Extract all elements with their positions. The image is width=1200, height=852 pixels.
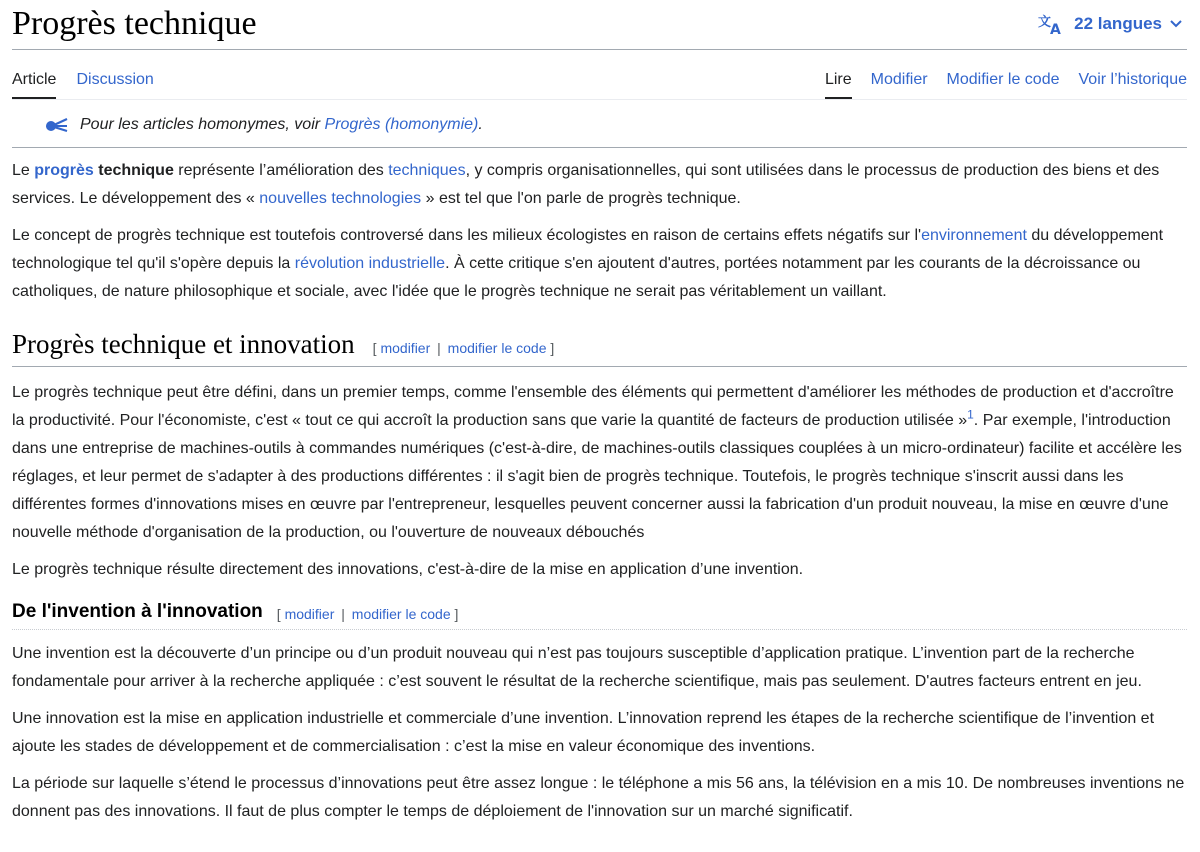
divider — [12, 147, 1187, 148]
section1-paragraph-2: Le progrès technique résulte directement des innovations, c'est-à-dire de la mise en application d’une invention. — [12, 561, 804, 578]
intro-paragraph-2 — [12, 222, 1187, 306]
edit-section-links — [277, 599, 459, 629]
text: , y compris organisationnelles, qui sont utilisées dans le processus de production des biens et des services. Le développement des « — [12, 162, 1160, 207]
edit-section-button[interactable]: modifier — [380, 340, 431, 356]
text: . À cette critique s'en ajoutent d'autres, portées notamment par les courants de la décroissance ou catholiques, de nature philosophique et sociale, avec l'idée que le progrès technique ne serait pas véritablement un vaillant. — [12, 255, 1141, 300]
separator: | — [437, 340, 441, 356]
text: Le progrès technique peut être défini, dans un premier temps, comme l'ensemble des éléments qui permettent d'améliorer les méthodes de production et d'accroître la productivité. Pour l'économiste, c'est « tout ce qui accroît la production sans que varie la quantité de facteurs de production utilisée » — [12, 384, 1174, 429]
svg-text:A: A — [1050, 22, 1061, 35]
tab-history[interactable]: Voir l’historique — [1078, 71, 1187, 88]
bracket-close: ] — [550, 340, 555, 356]
section1-paragraph-1 — [12, 379, 1187, 547]
section2-paragraph-1: Une invention est la découverte d’un principe ou d’un produit nouveau qui n’est pas toujours susceptible d’application pratique. L’invention part de la recherche fondamentale pour arriver à la recherche appliquée : c’est souvent le résultat de la recherche scientifique, mais pas seulement. D'autres facteurs entrent en jeu. — [12, 645, 1142, 690]
hatnote — [45, 114, 483, 136]
text: Le concept de progrès technique est toutefois controversé dans les milieux écologistes en raison de certains effets négatifs sur l' — [12, 227, 922, 244]
view-tabs — [806, 62, 1187, 99]
link-environnement[interactable]: environnement — [921, 227, 1027, 244]
link-revolution-industrielle[interactable]: révolution industrielle — [294, 255, 446, 272]
edit-section-code-button[interactable]: modifier le code — [447, 340, 547, 356]
edit-section-links — [373, 326, 555, 370]
bracket-open: [ — [372, 340, 377, 356]
subsection-title: De l'invention à l'innovation — [12, 601, 263, 622]
page-tabs — [12, 62, 1187, 100]
text: Le — [12, 162, 35, 179]
hatnote-text: Pour les articles homonymes, voir — [80, 116, 325, 133]
section-heading-2 — [12, 599, 1187, 630]
tab-edit-source[interactable]: Modifier le code — [946, 71, 1060, 88]
tab-discussion[interactable]: Discussion — [76, 71, 154, 88]
tab-article[interactable]: Article — [12, 62, 56, 99]
title-bar — [12, 0, 1187, 50]
bracket-open: [ — [276, 606, 281, 622]
section-heading-1 — [12, 326, 1187, 367]
namespace-tabs — [12, 62, 174, 99]
tab-edit[interactable]: Modifier — [870, 71, 928, 88]
section2-paragraph-2: Une innovation est la mise en application industrielle et commerciale d’une invention. L’innovation reprend les étapes de la recherche scientifique de l’invention et ajoute les stades de développement et de commercialisation : c’est la mise en valeur économique des inventions. — [12, 710, 1155, 755]
tab-read[interactable]: Lire — [825, 62, 852, 99]
text: du développement technologique tel qu'il s'opère depuis la — [12, 227, 1164, 272]
svg-text:文: 文 — [1038, 15, 1052, 30]
link-techniques[interactable]: techniques — [388, 162, 466, 179]
chevron-down-icon — [1170, 20, 1182, 28]
reference-link[interactable]: 1 — [967, 407, 974, 422]
edit-section-code-button[interactable]: modifier le code — [351, 606, 451, 622]
edit-section-button[interactable]: modifier — [284, 606, 335, 622]
article-body — [12, 157, 1187, 835]
text: » est tel que l'on parle de progrès technique. — [421, 190, 741, 207]
disambiguation-icon — [45, 117, 69, 133]
page-title: Progrès technique — [12, 5, 257, 42]
text: représente l’amélioration des — [173, 162, 389, 179]
section-title: Progrès technique et innovation — [12, 329, 355, 359]
link-nouvelles-technologies[interactable]: nouvelles technologies — [259, 190, 422, 207]
bracket-close: ] — [454, 606, 459, 622]
translate-icon — [1038, 13, 1064, 35]
text: . Par exemple, l'introduction dans une entreprise de machines-outils à commandes numériques (c'est-à-dire, de machines-outils classiques couplées à un micro-ordinateur) facilite et accélère les réglages, et leur permet de s'adapter à des productions différentes : il s'agit bien de progrès technique. Toutefois, le progrès technique s'inscrit aussi dans les différentes formes d'innovations mises en œuvre par l'entrepreneur, lesquelles peuvent concerner aussi la fabrication d'un produit nouveau, la mise en œuvre d'une nouvelle méthode d'organisation de la production, ou l'ouverture de nouveaux débouchés — [12, 412, 1182, 541]
language-count: 22 langues — [1074, 14, 1162, 33]
bold-technique: technique — [93, 162, 174, 179]
link-progres[interactable]: progrès — [34, 162, 94, 179]
hatnote-suffix: . — [478, 116, 483, 133]
intro-paragraph-1 — [12, 157, 1187, 213]
section2-paragraph-3: La période sur laquelle s’étend le processus d’innovations peut être assez longue : le téléphone a mis 56 ans, la télévision en a mis 10. De nombreuses inventions ne donnent pas des innovations. Il faut de plus compter le temps de déploiement de l'innovation sur un marché significatif. — [12, 775, 1185, 820]
language-button[interactable] — [1038, 12, 1182, 36]
separator: | — [341, 606, 345, 622]
hatnote-link[interactable]: Progrès (homonymie) — [324, 116, 479, 133]
